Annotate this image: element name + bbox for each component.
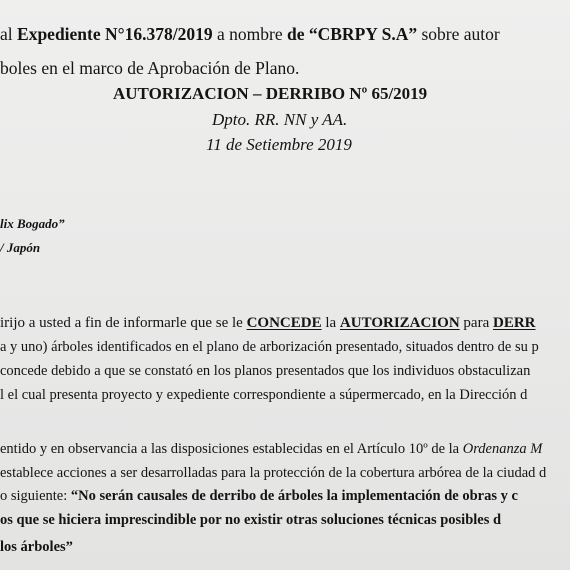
ordinance-name: Ordenanza M (462, 441, 543, 457)
company-name: de “CBRPY S.A” (287, 24, 418, 44)
concede-keyword: CONCEDE (246, 315, 322, 331)
paragraph-2-line-1 (0, 442, 542, 457)
paragraph-1-line-1 (0, 316, 536, 331)
ordinance-quote: “No serán causales de derribo de árboles la implementación de obras y c (70, 488, 518, 504)
paragraph-2-line-5: los árboles” (0, 539, 73, 555)
paragraph-1-line-2: a y uno) árboles identificados en el plano de arborización presentado, situados dentro de su p (0, 339, 539, 355)
paragraph-1-line-3: concede debido a que se constató en los planos presentados que los individuos obstaculizan (0, 363, 531, 379)
reference-text: al (0, 24, 18, 44)
body-text: o siguiente: (0, 488, 71, 504)
authorization-title: AUTORIZACION – DERRIBO Nº 65/2019 (113, 84, 428, 103)
body-text: la (321, 315, 340, 331)
document-date: 11 de Setiembre 2019 (206, 135, 352, 154)
body-text: para (459, 315, 493, 331)
paragraph-2-line-2: establece acciones a ser desarrolladas para la protección de la cobertura arbórea de la ciudad d (0, 465, 547, 481)
expediente-number: Expediente N°16.378/2019 (17, 24, 213, 44)
body-text: irijo a usted a fin de informarle que se le (0, 315, 247, 331)
body-text: entido y en observancia a las disposiciones establecidas en el Artículo 10º de la (0, 441, 463, 457)
reference-line-2: boles en el marco de Aprobación de Plano. (0, 58, 300, 78)
department-label: Dpto. RR. NN y AA. (212, 110, 348, 129)
paragraph-2-line-3 (0, 489, 518, 504)
recipient-name: lix Bogado” (0, 216, 65, 231)
derribo-keyword: DERR (492, 315, 536, 331)
reference-text: sobre autor (417, 24, 500, 44)
paragraph-1-line-4: l el cual presenta proyecto y expediente correspondiente a súpermercado, en la Dirección d (0, 387, 528, 403)
paragraph-2-line-4: os que se hiciera imprescindible por no existir otras soluciones técnicas posibles d (0, 512, 502, 528)
reference-line-1 (0, 26, 500, 44)
autorizacion-keyword: AUTORIZACION (339, 315, 460, 331)
recipient-address: / Japón (0, 240, 41, 255)
reference-text: a nombre (212, 24, 287, 44)
